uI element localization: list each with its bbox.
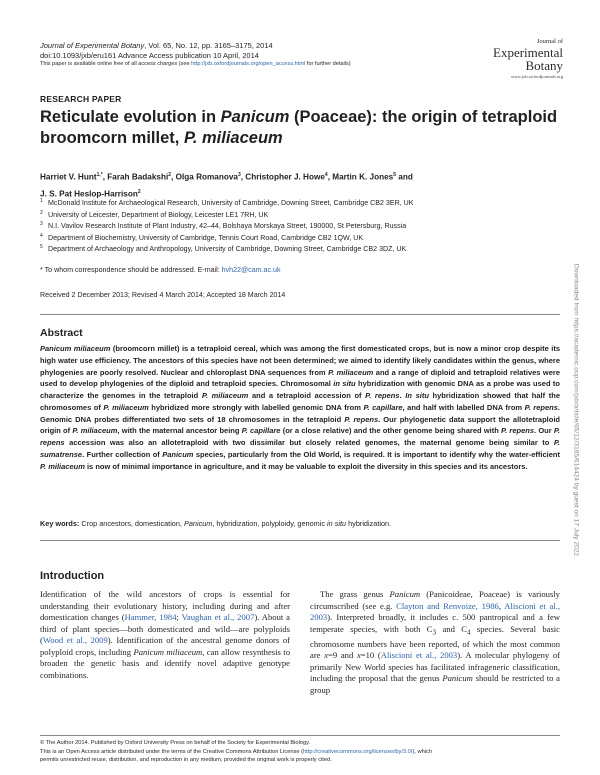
author-sup: 3	[237, 172, 241, 178]
author-sup: 2	[137, 188, 141, 195]
abstract-text: hybridization with genomic DNA as a probe was used to characterize the genomes in the tetraploid	[40, 379, 560, 400]
intro-text: ,	[498, 600, 505, 611]
journal-logo	[493, 38, 563, 81]
intro-species: Panicum	[389, 589, 421, 599]
author-sup: 4	[324, 172, 328, 178]
author[interactable]: Farah Badakshi	[107, 172, 169, 182]
affiliation	[40, 210, 560, 222]
abstract-species: P. repens	[344, 414, 379, 424]
abstract-species: P. capillare	[241, 426, 281, 436]
email-link[interactable]: hvh22@cam.ac.uk	[221, 266, 281, 274]
title-text-2: (Poaceae): the origin of tetraploid broomcorn millet,	[40, 108, 558, 147]
author[interactable]: Harriet V. Hunt	[40, 172, 97, 182]
abstract-text: . Our phylogenetic data support the allotetraploid origin of	[40, 414, 560, 436]
abstract-text: species, particularly from the Old World, is required. It is important to identify why the water-efficient	[193, 449, 560, 459]
affiliation-number: 2	[40, 209, 43, 216]
abstract-body	[40, 343, 560, 472]
subscript: 3	[432, 628, 437, 637]
license-link[interactable]: http://creativecommons.org/licenses/by/3.0/	[303, 748, 413, 755]
affiliation-number: 1	[40, 198, 43, 204]
keywords-label: Key words:	[40, 519, 80, 528]
logo-url: www.jxb.oxfordjournals.org	[510, 74, 563, 79]
abstract-species: P. repens	[40, 426, 561, 447]
intro-text: =10 (	[360, 650, 381, 661]
affiliation-text: McDonald Institute for Archaeological Research, University of Cambridge, Downing Street, Cambridge CB2 3ER, UK	[48, 199, 414, 207]
author[interactable]: Martin K. Jones	[332, 172, 394, 182]
affiliations	[40, 198, 560, 256]
abstract-text: and a tetraploid accession of	[248, 391, 366, 400]
abstract-text: accession was also an allotetraploid with two dissimilar but closely related genomes, the maternal genome being similar to	[64, 438, 554, 447]
title-text: Reticulate evolution in	[40, 108, 221, 126]
abstract-text: . Further collection of	[82, 449, 163, 459]
abstract-species: P. miliaceum	[103, 402, 149, 412]
citation-link[interactable]: Wood et al., 2009	[42, 635, 108, 645]
received-dates: Received 2 December 2013; Revised 4 March 2014; Accepted 18 March 2014	[40, 291, 286, 299]
abstract-species: P. miliaceum	[72, 426, 118, 436]
abstract-species: P. repens	[524, 402, 558, 412]
author-conjunction: and	[398, 172, 413, 182]
citation-link[interactable]: Aliscioni et al., 2003	[380, 650, 458, 661]
affiliation	[40, 198, 560, 210]
article-title	[40, 107, 560, 149]
affiliation-number: 4	[40, 232, 43, 239]
abstract-text: .	[399, 391, 406, 400]
intro-text: species. Several basic chromosome numbers have been reported, of which the most common are	[310, 623, 560, 661]
affiliation	[40, 244, 560, 256]
intro-text: , can allow resynthesis to broaden the genetic basis and identify novel adaptive genotype combinations.	[40, 646, 290, 680]
intro-text: ). A molecular phylogeny of primarily New World species has facilitated infrageneric classification, including the proposal that the genus	[310, 650, 561, 684]
author-list: Harriet V. Hunt$^{1,*}$, Farah Badakshi$^2$, Olga Romanova$^3$, Christopher J. Howe$^4$, Martin K. Jones$^5$ and J. S. Pat Heslop-Harrison$^2$	[40, 172, 413, 199]
access-note: This paper is available online free of all access charges (see	[40, 61, 192, 67]
logo-line-1: Journal of	[536, 38, 563, 45]
intro-text: (Panicoideae, Poaceae) is variously circumscribed (see e.g.	[310, 589, 560, 611]
copyright-line: © The Author 2014. Published by Oxford University Press on behalf of the Society for Experimental Biology.	[40, 740, 311, 746]
intro-text: =9 and	[328, 650, 357, 661]
divider	[40, 314, 560, 315]
access-note-end: for further details)	[305, 61, 351, 67]
correspondence-text: * To whom correspondence should be addressed. E-mail:	[40, 266, 222, 274]
journal-name: Journal of Experimental Botany	[40, 41, 145, 50]
author[interactable]: Christopher J. Howe	[245, 172, 325, 182]
title-species: P. miliaceum	[183, 129, 283, 147]
intro-text: ). About a third of plant species—both domesticated and wild—are polyploids (	[40, 612, 290, 645]
intro-species: Panicum miliaceum	[133, 646, 203, 657]
abstract-text: (broomcorn millet) is a tetraploid cereal, which was among the first domesticated crops, but is now a minor crop despite its high water use efficiency. The ancestors of this species have not been determined; we aimed to identify likely candidates within the genus, where phylogenies are poorly resolved. Nuclear and chloroplast DNA sequences from	[40, 344, 560, 377]
abstract-text: (or a close relative) and the other genome being shared with	[280, 426, 502, 436]
keywords-text: Crop ancestors, domestication,	[79, 519, 184, 528]
section-label: RESEARCH PAPER	[40, 94, 122, 104]
abstract-heading: Abstract	[40, 327, 83, 339]
affiliation-number: 5	[40, 244, 43, 250]
logo-line-2: Experimental	[493, 45, 564, 60]
abstract-text: is now of minimal importance in agriculture, and it may be valuable to exploit the diversity in this species and its ancestors.	[84, 461, 528, 471]
license-footer	[40, 739, 560, 765]
license-text: ), which	[412, 748, 433, 755]
introduction-heading: Introduction	[40, 570, 105, 582]
intro-column-left	[40, 589, 290, 681]
download-watermark	[571, 210, 581, 610]
affiliation	[40, 233, 560, 245]
intro-column-right	[310, 589, 560, 696]
intro-species: Panicum	[442, 673, 473, 684]
citation-link[interactable]: Aliscioni et al., 2003	[310, 600, 560, 622]
keywords	[40, 519, 560, 528]
abstract-species: P. miliaceum	[328, 367, 374, 377]
divider	[40, 735, 560, 736]
intro-text: and C	[436, 623, 467, 634]
intro-text: ). Interpreted broadly, it includes c. 500 pantropical and a few temperate species, with both C	[310, 612, 560, 634]
abstract-text: hybridized more strongly with labelled genomic DNA from	[148, 402, 364, 412]
citation-link[interactable]: Vaughan et al., 2007	[181, 612, 255, 622]
abstract-species: P. repens	[365, 391, 400, 400]
affiliation	[40, 221, 560, 233]
title-genus: Panicum	[220, 108, 290, 126]
abstract-species: P. miliaceum	[40, 461, 85, 471]
abstract-species: Panicum miliaceum	[40, 344, 111, 353]
affiliation-text: University of Leicester, Department of Biology, Leicester LE1 7RH, UK	[48, 210, 269, 219]
affiliation-text: Department of Archaeology and Anthropology, University of Cambridge, Downing Street, Cambridge CB2 3DZ, UK	[48, 245, 407, 253]
abstract-text: . Genomic DNA probes differentiated two sets of 18 chromosomes in the tetraploid	[40, 402, 560, 424]
intro-text: ;	[176, 612, 182, 622]
keywords-text: , hybridization, polyploidy, genomic	[212, 519, 328, 528]
abstract-term: in situ	[333, 379, 356, 389]
divider	[40, 540, 560, 541]
abstract-text: , with the maternal ancestor being	[117, 426, 242, 436]
affiliation-text: N.I. Vavilov Research Institute of Plant Industry, 42–44, Bolshaya Morskaya Street, 190000, St Petersburg, Russia	[48, 222, 407, 230]
logo-line-3: Botany	[525, 58, 563, 73]
abstract-species: P. capillare	[363, 402, 403, 412]
intro-text: ). Identification of the ancestral genome donors of polyploid crops, including	[40, 635, 290, 657]
author-sup: 5	[393, 172, 396, 178]
abstract-text: hybridization showed that half the chromosomes of	[40, 391, 561, 412]
citation-link[interactable]: Hammer, 1984	[124, 612, 177, 622]
abstract-species: Panicum	[162, 449, 194, 459]
journal-header	[40, 41, 351, 70]
abstract-term: In situ	[405, 391, 429, 400]
abstract-text: . Our	[534, 426, 554, 436]
download-watermark-text: Downloaded from https://academic.oup.com/jxb/article/65/12/3165/614424 by guest on 17 July 2022	[572, 263, 580, 557]
open-access-link[interactable]: http://jxb.oxfordjournals.org/open_access.html	[191, 61, 306, 67]
affiliation-text: Department of Biochemistry, University of Cambridge, Tennis Court Road, Cambridge CB2 1QW, UK	[48, 233, 364, 242]
abstract-text: , and half with labelled DNA from	[402, 402, 525, 412]
author[interactable]: J. S. Pat Heslop-Harrison	[40, 189, 138, 199]
correspondence	[40, 266, 281, 274]
license-text: This is an Open Access article distributed under the terms of the Creative Commons Attribution License (	[40, 748, 304, 755]
author[interactable]: Olga Romanova	[175, 172, 238, 182]
subscript: 4	[466, 628, 471, 637]
citation: , Vol. 65, No. 12, pp. 3165–3175, 2014	[144, 41, 273, 50]
intro-text: Identification of the wild ancestors of crops is essential for understanding their evolutionary history, including during and after domestication changes (	[40, 589, 290, 622]
affiliation-number: 3	[40, 221, 43, 227]
keywords-text: in situ	[327, 519, 347, 528]
abstract-species: P. sumatrense	[40, 438, 560, 459]
citation-link[interactable]: Clayton and Renvoize, 1986	[396, 600, 499, 611]
abstract-text: and a range of diploid and tetraploid relatives were used to develop phylogenies of the diploid and tetraploid species. Chromosomal	[40, 367, 561, 389]
keywords-text: hybridization.	[346, 519, 392, 528]
keywords-text: Panicum	[183, 519, 213, 528]
author-sup: 1,*	[96, 172, 103, 178]
math-var: x	[356, 650, 361, 661]
abstract-species: P. miliaceum	[201, 391, 249, 400]
license-text: permits unrestricted reuse, distribution, and reproduction in any medium, provided the original work is properly cited.	[40, 757, 332, 763]
intro-text: should be restricted to a group	[310, 673, 560, 695]
doi-line: doi:10.1093/jxb/eru161 Advance Access publication 10 April, 2014	[40, 50, 259, 60]
abstract-species: P. repens	[501, 426, 534, 436]
author-sup: 2	[168, 172, 172, 178]
math-var: x	[324, 650, 329, 661]
intro-text: The grass genus	[320, 589, 390, 599]
